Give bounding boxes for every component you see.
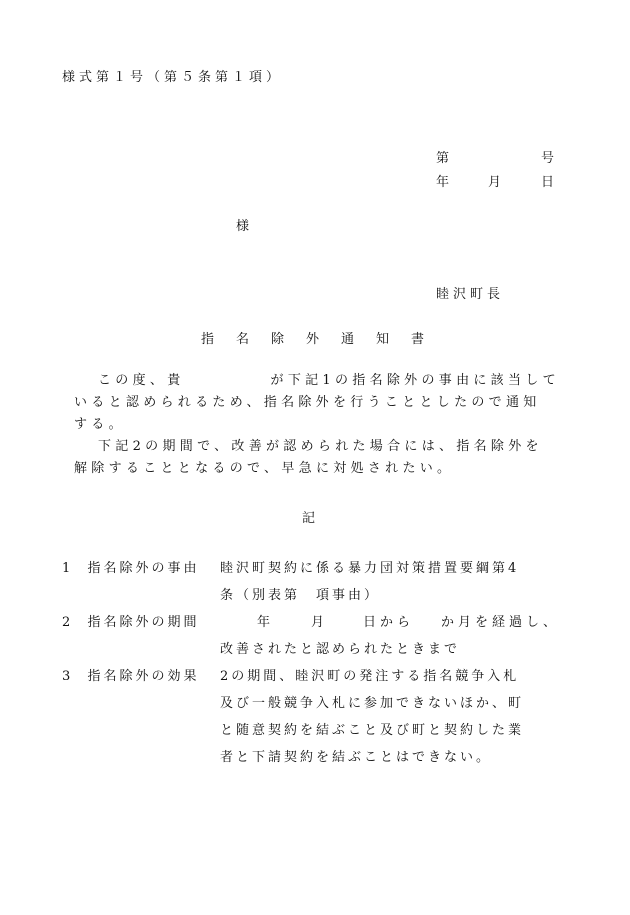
p2-line-2: 解除することとなるので、早急に対処されたい。 [74, 461, 455, 476]
item-1-value-line-1: 睦沢町契約に係る暴力団対策措置要綱第4 [220, 561, 520, 576]
item-2-number: 2 [62, 615, 74, 630]
doc-number-dai: 第 [436, 151, 450, 166]
period-nen: 年 [257, 615, 271, 630]
date-hi: 日 [541, 175, 555, 190]
item-3-value-line-2: 及び一般競争入札に参加できないほか、町 [220, 696, 525, 711]
item-1-number: 1 [62, 561, 74, 576]
item-3-number: 3 [62, 669, 74, 684]
page-title: 指名除外通知書 [201, 332, 447, 347]
item-3-value-line-3: と随意契約を結ぶこと及び町と契約した業 [220, 723, 525, 738]
period-kagetsu: か月を経過し、 [441, 615, 561, 630]
item-3-label [62, 665, 200, 684]
period-tsuki: 月 [311, 615, 325, 630]
addressee-suffix: 様 [236, 219, 250, 234]
p1-line1-rest: が下記1の指名除外の事由に該当して [270, 373, 560, 388]
item-2-value-line-2: 改善されたと認められたときまで [220, 642, 461, 657]
item-1-value-line-2: 条（別表第 項事由） [220, 588, 381, 603]
item-3-value-line-4: 者と下請契約を結ぶことはできない。 [220, 750, 493, 765]
body-paragraph-1 [74, 370, 560, 436]
item-1-label [62, 557, 200, 576]
date-nen: 年 [436, 175, 450, 190]
period-hi-kara: 日から [363, 615, 415, 630]
p1-prefix: この度、貴 [98, 373, 185, 388]
body-paragraph-2 [74, 436, 560, 480]
p1-line-3: する。 [74, 417, 126, 432]
doc-number-go: 号 [541, 151, 555, 166]
p1-line-1 [74, 370, 560, 392]
p1-line-2: いると認められるため、指名除外を行うこととしたので通知 [74, 395, 541, 410]
form-label: 様式第１号（第５条第１項） [62, 70, 284, 85]
p2-line-1: 下記2の期間で、改善が認められた場合には、指名除外を [98, 439, 543, 454]
item-2-label-text: 指名除外の期間 [87, 615, 200, 630]
ki-heading: 記 [302, 511, 316, 526]
item-2-label [62, 611, 200, 630]
item-3-value-line-1: 2の期間、睦沢町の発注する指名競争入札 [220, 669, 520, 684]
item-1-label-text: 指名除外の事由 [87, 561, 200, 576]
item-3-label-text: 指名除外の効果 [87, 669, 200, 684]
issuer: 睦沢町長 [436, 287, 505, 302]
date-tsuki: 月 [488, 175, 502, 190]
